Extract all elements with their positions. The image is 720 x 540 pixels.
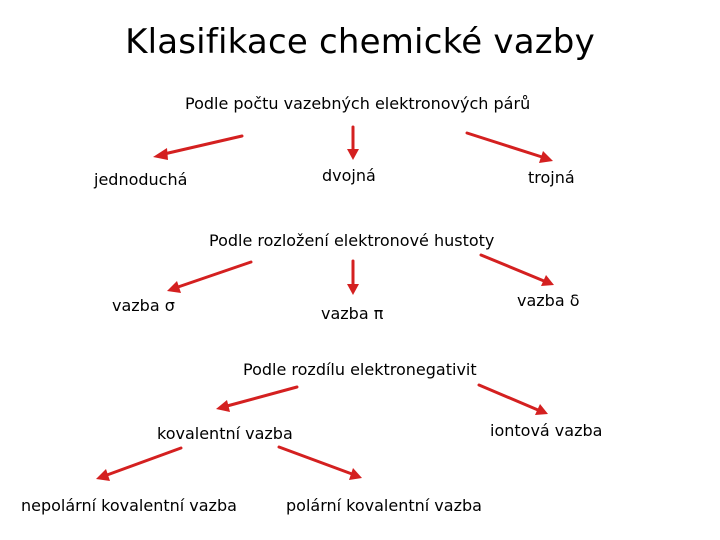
arrow-to-nepolarni: [96, 448, 181, 481]
section-heading-density: Podle rozložení elektronové hustoty: [209, 231, 495, 250]
section-heading-pairs: Podle počtu vazebných elektronových párů: [185, 94, 531, 113]
label-polarni-kovalentni: polární kovalentní vazba: [286, 496, 482, 515]
label-iontova-vazba: iontová vazba: [490, 421, 603, 440]
arrow-to-trojna: [467, 133, 553, 163]
label-dvojna: dvojná: [322, 166, 376, 185]
arrow-to-jednoducha: [153, 136, 242, 160]
label-kovalentni-vazba: kovalentní vazba: [157, 424, 293, 443]
label-jednoducha: jednoduchá: [94, 170, 188, 189]
arrow-to-kovalentni: [216, 387, 297, 412]
arrow-to-vazba-sigma: [167, 262, 251, 293]
label-trojna: trojná: [528, 168, 575, 187]
arrow-to-dvojna: [347, 127, 359, 160]
label-vazba-pi: vazba π: [321, 304, 384, 323]
label-vazba-sigma: vazba σ: [112, 296, 175, 315]
arrow-to-iontova: [479, 385, 548, 415]
arrow-to-vazba-pi: [347, 261, 359, 295]
label-nepolarni-kovalentni: nepolární kovalentní vazba: [21, 496, 237, 515]
label-vazba-delta: vazba δ: [517, 291, 580, 310]
arrow-to-vazba-delta: [481, 255, 554, 286]
slide-title: Klasifikace chemické vazby: [125, 22, 595, 62]
arrow-to-polarni: [279, 447, 362, 480]
section-heading-electronegativity: Podle rozdílu elektronegativit: [243, 360, 477, 379]
